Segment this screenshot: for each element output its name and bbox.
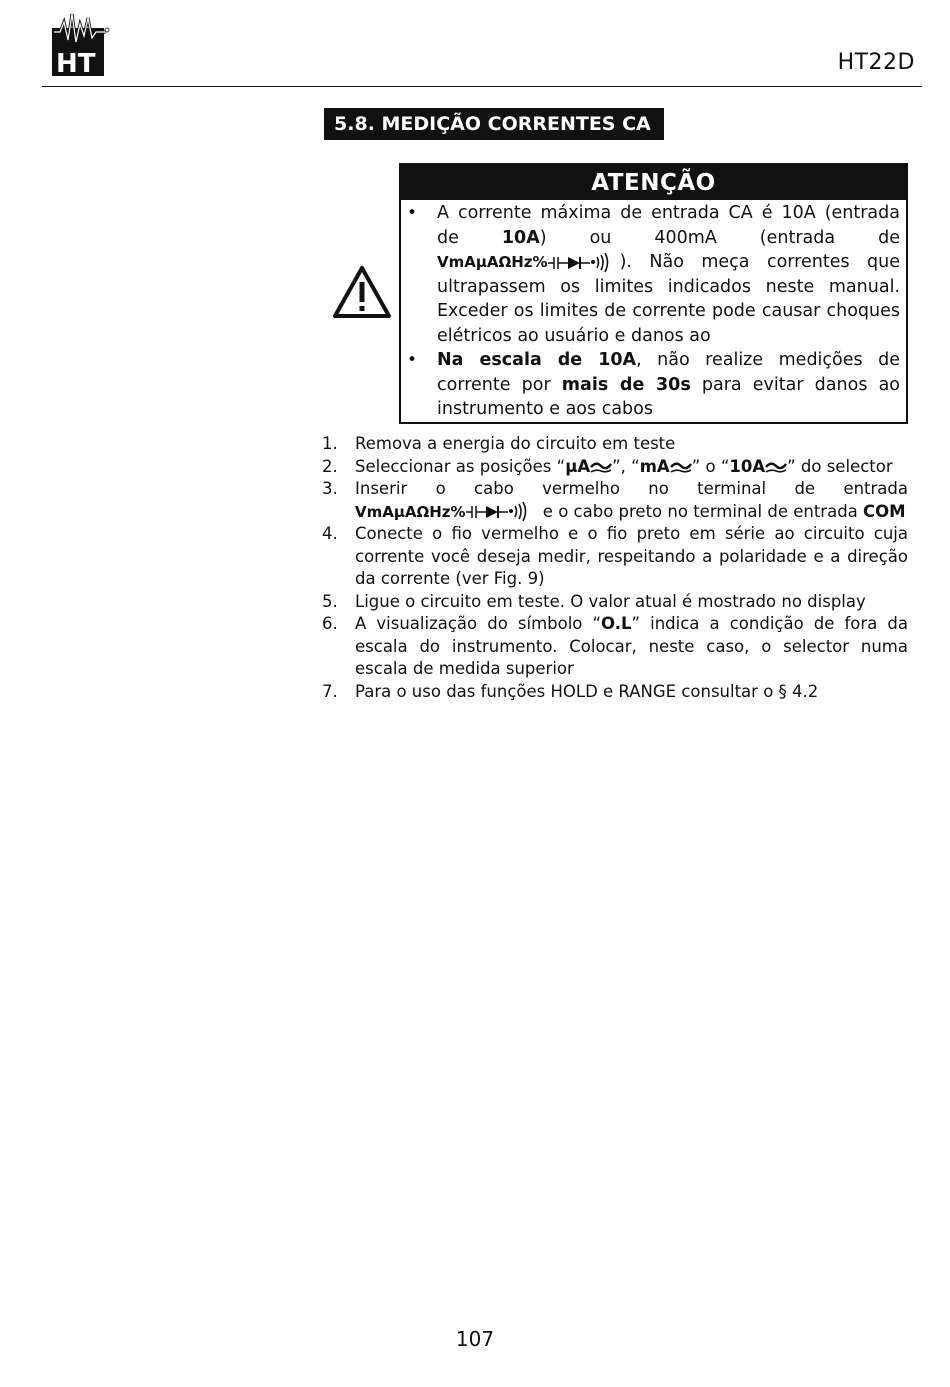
step-text: ” o “: [691, 456, 730, 476]
warning-text: A corrente máxima de entrada CA é 10A (entrada de: [437, 203, 900, 248]
step-text: Ligue o circuito em teste. O valor atual é mostrado no display: [355, 591, 866, 611]
warning-bold: 10A: [501, 227, 540, 248]
warning-text: ). Não meça correntes que ultrapassem os limites indicados neste manual. Exceder os limites de corrente pode causar choques elétricos ao usuário e danos ao: [437, 252, 900, 346]
selector-position: mA: [639, 456, 670, 476]
step-5: [322, 591, 908, 614]
step-number: 1.: [322, 434, 338, 453]
step-number: 3.: [322, 479, 338, 498]
terminal-symbols-icon: [548, 253, 620, 273]
warning-text: ) ou 400mA (entrada de: [539, 227, 900, 248]
header-divider: [42, 86, 922, 87]
warning-triangle-icon: [332, 264, 392, 320]
step-text: Inserir o cabo vermelho no terminal de entrada: [355, 479, 908, 498]
warning-title: ATENÇÃO: [401, 165, 906, 200]
warning-item: [401, 348, 906, 422]
step-text: A visualização do símbolo “: [355, 614, 602, 633]
step-2: [322, 456, 908, 479]
warning-bold: mais de 30s: [561, 374, 691, 395]
step-6: [322, 613, 908, 681]
selector-position: μA: [565, 456, 591, 476]
warning-box: [399, 163, 908, 424]
step-text: ”, “: [612, 456, 640, 476]
bullet-icon: •: [407, 350, 418, 370]
warning-text: para evitar danos ao instrumento e aos cabos: [437, 374, 901, 419]
section-title: 5.8. MEDIÇÃO CORRENTES CA: [324, 108, 664, 140]
terminal-label: [437, 253, 620, 271]
page-number: 107: [455, 1327, 495, 1351]
step-number: 7.: [322, 681, 338, 701]
step-number: 5.: [322, 591, 338, 611]
step-text: Para o uso das funções HOLD e RANGE consultar o § 4.2: [355, 681, 819, 701]
procedure-steps: [322, 433, 908, 703]
step-text: e o cabo preto no terminal de entrada: [537, 501, 864, 521]
com-terminal: COM: [863, 501, 906, 521]
step-text: ” indica a condição de fora da escala do instrumento. Colocar, neste caso, o selector numa escala de medida superior: [355, 614, 908, 678]
step-1: [322, 433, 908, 456]
step-7: [322, 681, 908, 704]
logo-text: HT: [56, 49, 96, 78]
ac-wave-icon: [765, 460, 787, 474]
bullet-icon: •: [407, 203, 418, 223]
step-text: ” do selector: [787, 456, 893, 476]
overload-symbol: O.L: [601, 614, 632, 633]
warning-list: [401, 201, 906, 422]
step-text: Seleccionar as posições “: [355, 456, 566, 476]
step-text: Conecte o fio vermelho e o fio preto em série ao circuito cuja corrente você deseja medir, respeitando a polaridade e a direção da corrente (ver Fig. 9): [355, 524, 908, 588]
selector-position: 10A: [729, 456, 766, 476]
step-number: 2.: [322, 456, 338, 476]
step-3: [322, 478, 908, 523]
ac-wave-icon: [590, 460, 612, 474]
warning-bold: Na escala de 10A: [437, 350, 637, 370]
step-number: 4.: [322, 524, 338, 543]
ht-logo: [50, 10, 110, 78]
step-text: Remova a energia do circuito em teste: [355, 434, 676, 453]
step-4: [322, 523, 908, 591]
document-model: HT22D: [837, 50, 915, 75]
ac-wave-icon: [670, 460, 692, 474]
terminal-symbols-icon: [466, 501, 538, 523]
warning-item: [401, 201, 906, 348]
warning-text: , não realize medições de corrente por: [437, 350, 900, 395]
terminal-text: VmAμAΩHz%: [355, 502, 466, 521]
terminal-text: VmAμAΩHz%: [437, 253, 548, 271]
step-number: 6.: [322, 614, 338, 633]
terminal-label: [355, 503, 538, 521]
